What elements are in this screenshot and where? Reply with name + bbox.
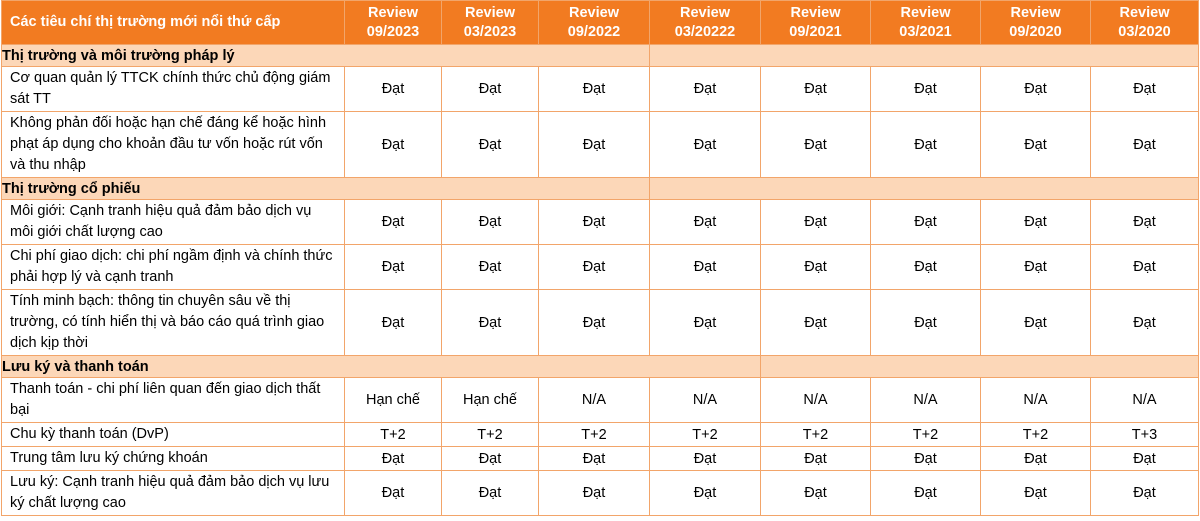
status-cell: T+2 <box>442 423 539 447</box>
table-body <box>2 45 1199 516</box>
status-cell: Đạt <box>981 447 1091 471</box>
status-cell: Đạt <box>650 200 761 245</box>
criterion-label: Không phản đối hoặc hạn chế đáng kể hoặc hình phạt áp dụng cho khoản đầu tư vốn hoặc rút vốn và thu nhập <box>2 112 345 178</box>
status-cell: Đạt <box>345 447 442 471</box>
status-cell: Đạt <box>871 447 981 471</box>
header-review-3: Review 03/20222 <box>650 1 761 45</box>
status-cell: N/A <box>650 378 761 423</box>
status-cell: Đạt <box>981 67 1091 112</box>
status-cell: Đạt <box>442 290 539 356</box>
status-cell: Đạt <box>345 245 442 290</box>
status-cell: Đạt <box>871 200 981 245</box>
header-review-7: Review 03/2020 <box>1091 1 1199 45</box>
section-band <box>761 356 1199 378</box>
status-cell: Đạt <box>1091 447 1199 471</box>
status-cell: Đạt <box>871 67 981 112</box>
header-review-1: Review 03/2023 <box>442 1 539 45</box>
header-criteria: Các tiêu chí thị trường mới nổi thứ cấp <box>2 1 345 45</box>
section-row <box>2 45 1199 67</box>
status-cell: Đạt <box>345 67 442 112</box>
status-cell: Đạt <box>442 245 539 290</box>
status-cell: T+2 <box>871 423 981 447</box>
status-cell: T+2 <box>650 423 761 447</box>
table-row <box>2 200 1199 245</box>
status-cell: Đạt <box>539 112 650 178</box>
status-cell: Hạn chế <box>345 378 442 423</box>
status-cell: N/A <box>981 378 1091 423</box>
status-cell: Đạt <box>981 200 1091 245</box>
criterion-label: Lưu ký: Cạnh tranh hiệu quả đảm bảo dịch vụ lưu ký chất lượng cao <box>2 471 345 516</box>
status-cell: N/A <box>871 378 981 423</box>
status-cell: Đạt <box>539 200 650 245</box>
status-cell: T+2 <box>539 423 650 447</box>
table-row <box>2 67 1199 112</box>
section-row <box>2 356 1199 378</box>
status-cell: N/A <box>539 378 650 423</box>
table-row <box>2 378 1199 423</box>
table-row <box>2 245 1199 290</box>
status-cell: Đạt <box>650 245 761 290</box>
section-row <box>2 178 1199 200</box>
status-cell: N/A <box>1091 378 1199 423</box>
status-cell: Đạt <box>650 471 761 516</box>
status-cell: Đạt <box>345 112 442 178</box>
status-cell: Đạt <box>539 67 650 112</box>
status-cell: T+3 <box>1091 423 1199 447</box>
status-cell: T+2 <box>981 423 1091 447</box>
criterion-label: Trung tâm lưu ký chứng khoán <box>2 447 345 471</box>
status-cell: Đạt <box>650 67 761 112</box>
section-title: Lưu ký và thanh toán <box>2 356 761 378</box>
status-cell: T+2 <box>761 423 871 447</box>
header-review-5: Review 03/2021 <box>871 1 981 45</box>
header-review-6: Review 09/2020 <box>981 1 1091 45</box>
header-row <box>2 1 1199 45</box>
table-row <box>2 423 1199 447</box>
status-cell: Đạt <box>761 245 871 290</box>
section-band <box>650 45 1199 67</box>
section-band <box>650 178 1199 200</box>
table-row <box>2 471 1199 516</box>
criterion-label: Chu kỳ thanh toán (DvP) <box>2 423 345 447</box>
status-cell: Đạt <box>871 112 981 178</box>
criteria-table <box>1 0 1199 516</box>
status-cell: Đạt <box>650 112 761 178</box>
status-cell: Đạt <box>981 290 1091 356</box>
status-cell: Đạt <box>442 471 539 516</box>
status-cell: Đạt <box>539 290 650 356</box>
criterion-label: Môi giới: Cạnh tranh hiệu quả đảm bảo dịch vụ môi giới chất lượng cao <box>2 200 345 245</box>
header-review-4: Review 09/2021 <box>761 1 871 45</box>
status-cell: Đạt <box>761 471 871 516</box>
status-cell: Đạt <box>1091 67 1199 112</box>
status-cell: Đạt <box>761 67 871 112</box>
status-cell: Đạt <box>761 290 871 356</box>
criterion-label: Chi phí giao dịch: chi phí ngầm định và chính thức phải hợp lý và cạnh tranh <box>2 245 345 290</box>
status-cell: Đạt <box>1091 245 1199 290</box>
status-cell: Đạt <box>761 112 871 178</box>
header-review-0: Review 09/2023 <box>345 1 442 45</box>
status-cell: Hạn chế <box>442 378 539 423</box>
status-cell: Đạt <box>442 112 539 178</box>
status-cell: Đạt <box>761 200 871 245</box>
criterion-label: Tính minh bạch: thông tin chuyên sâu về thị trường, có tính hiển thị và báo cáo quá trình giao dịch kịp thời <box>2 290 345 356</box>
status-cell: Đạt <box>539 447 650 471</box>
status-cell: Đạt <box>650 290 761 356</box>
table-row <box>2 112 1199 178</box>
table-row <box>2 290 1199 356</box>
table-row <box>2 447 1199 471</box>
criterion-label: Cơ quan quản lý TTCK chính thức chủ động giám sát TT <box>2 67 345 112</box>
status-cell: Đạt <box>539 471 650 516</box>
status-cell: Đạt <box>539 245 650 290</box>
status-cell: Đạt <box>650 447 761 471</box>
section-title: Thị trường cổ phiếu <box>2 178 650 200</box>
status-cell: Đạt <box>1091 290 1199 356</box>
status-cell: Đạt <box>871 290 981 356</box>
status-cell: Đạt <box>1091 471 1199 516</box>
status-cell: Đạt <box>345 200 442 245</box>
status-cell: Đạt <box>981 471 1091 516</box>
status-cell: Đạt <box>1091 200 1199 245</box>
status-cell: Đạt <box>981 245 1091 290</box>
status-cell: Đạt <box>871 245 981 290</box>
status-cell: N/A <box>761 378 871 423</box>
status-cell: T+2 <box>345 423 442 447</box>
criterion-label: Thanh toán - chi phí liên quan đến giao dịch thất bại <box>2 378 345 423</box>
status-cell: Đạt <box>442 200 539 245</box>
status-cell: Đạt <box>442 67 539 112</box>
status-cell: Đạt <box>981 112 1091 178</box>
header-review-2: Review 09/2022 <box>539 1 650 45</box>
status-cell: Đạt <box>345 290 442 356</box>
status-cell: Đạt <box>442 447 539 471</box>
status-cell: Đạt <box>871 471 981 516</box>
status-cell: Đạt <box>1091 112 1199 178</box>
status-cell: Đạt <box>345 471 442 516</box>
section-title: Thị trường và môi trường pháp lý <box>2 45 650 67</box>
status-cell: Đạt <box>761 447 871 471</box>
